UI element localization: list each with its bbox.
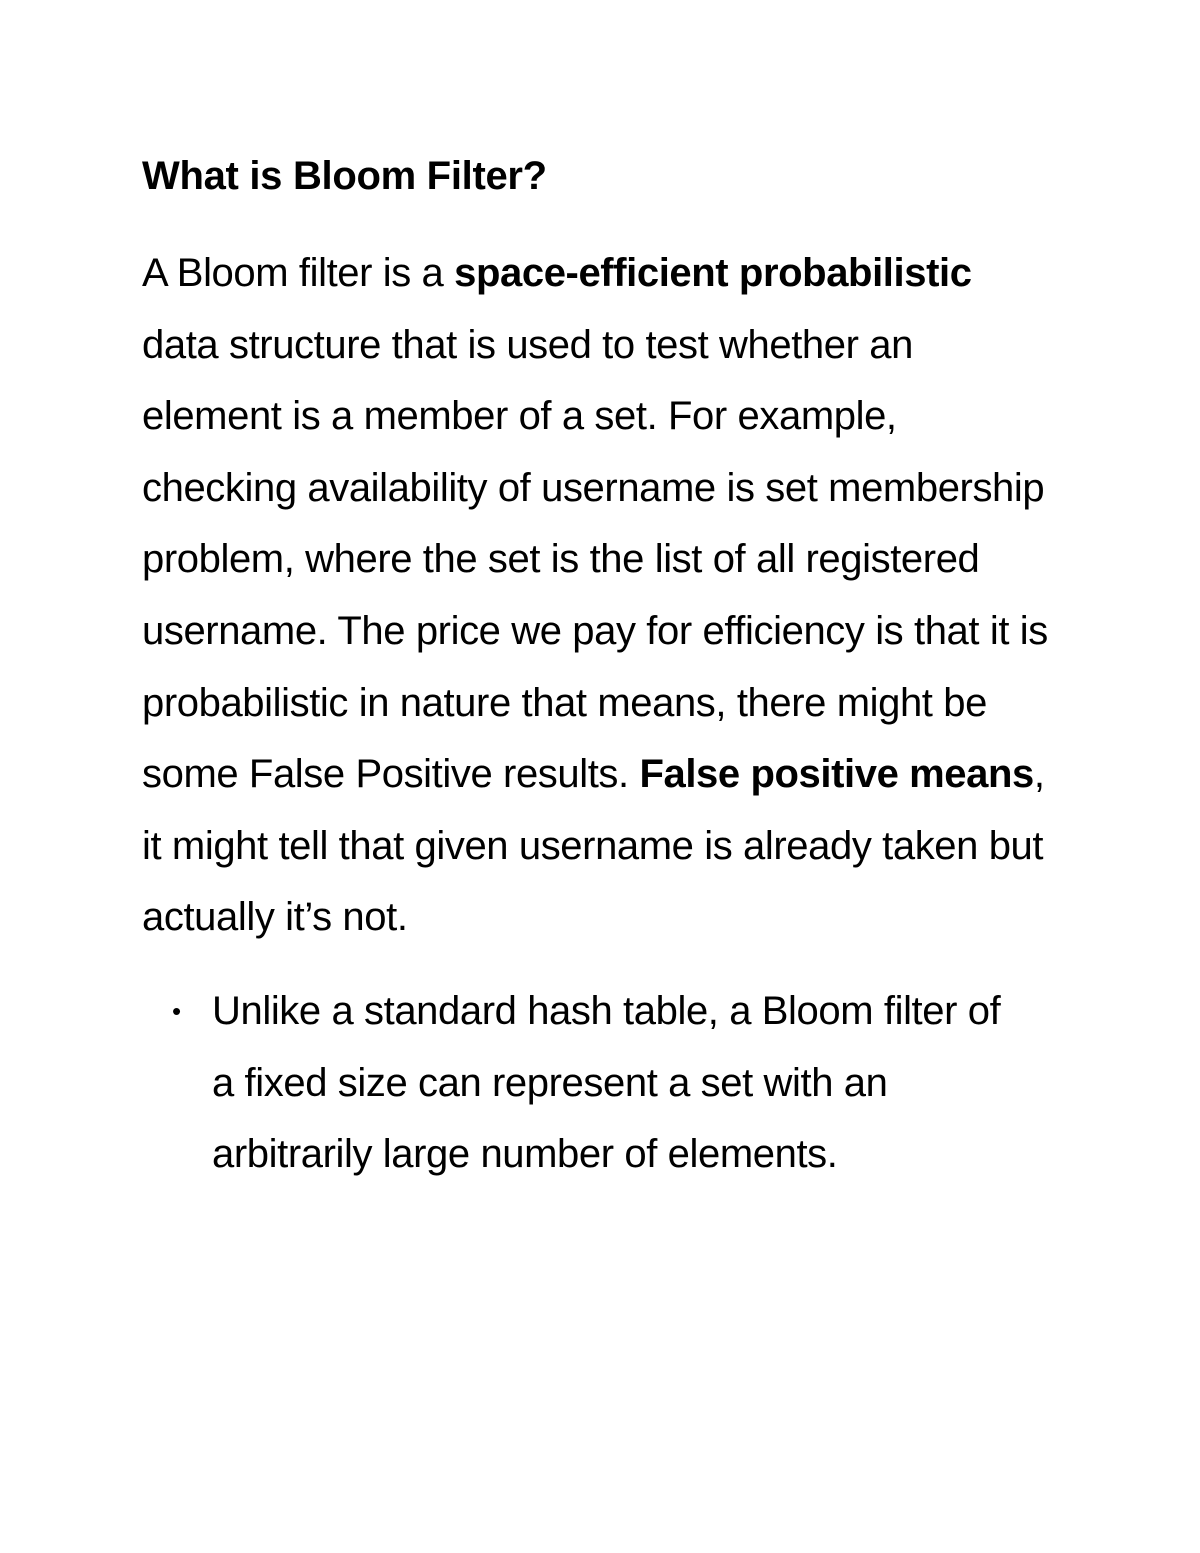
- list-item: [142, 976, 1022, 1191]
- paragraph-text-2: data structure that is used to test whether an element is a member of a set. For example, checking availability of username is set membership problem, where the set is the list of all registered username. The price we pay for efficiency is that it is probabilistic in nature that means, there might be some False Positive results.: [142, 322, 1048, 797]
- intro-paragraph: [142, 238, 1057, 954]
- bullet-list: [142, 976, 1057, 1191]
- bullet-icon: •: [172, 995, 181, 1026]
- paragraph-text-1: A Bloom filter is a: [142, 251, 455, 295]
- paragraph-text-3: , it might tell that given username is already taken but actually it’s not.: [142, 752, 1045, 940]
- page-title: What is Bloom Filter?: [142, 154, 547, 198]
- document-content: [142, 148, 1057, 1191]
- paragraph-bold-1: space-efficient probabilistic: [454, 251, 972, 295]
- bullet-text: Unlike a standard hash table, a Bloom filter of a fixed size can represent a set with an arbitrarily large number of elements.: [212, 988, 1001, 1177]
- paragraph-bold-2: False positive means: [639, 752, 1034, 797]
